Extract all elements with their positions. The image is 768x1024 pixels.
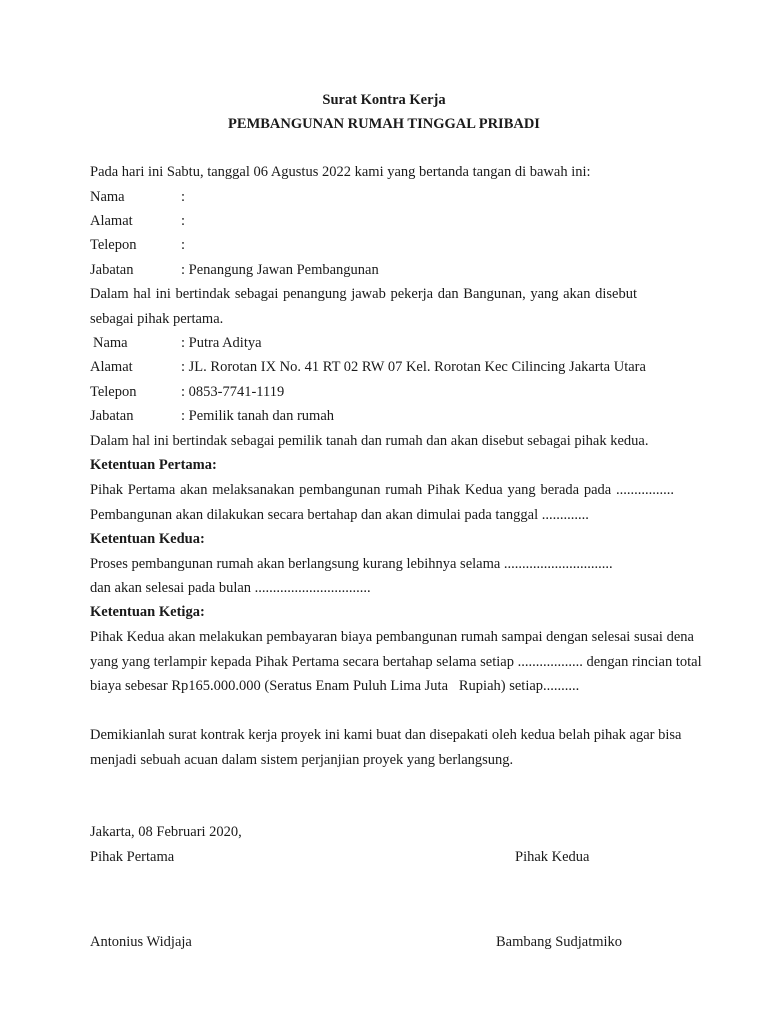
party1-phone-row	[90, 236, 185, 254]
field-value: :	[181, 213, 186, 229]
field-label: Telepon	[90, 237, 137, 253]
party2-position-row	[90, 407, 334, 425]
field-label: Jabatan	[90, 262, 134, 278]
ketentuan1-line2: Pembangunan akan dilakukan secara bertahap dan akan dimulai pada tanggal .............	[90, 507, 589, 523]
ketentuan3-line2: yang yang terlampir kepada Pihak Pertama secara bertahap selama setiap .................. dengan rincian total	[90, 654, 702, 670]
party1-name-row	[90, 188, 185, 206]
party1-address-row	[90, 212, 185, 230]
signature-left-role: Pihak Pertama	[90, 849, 175, 865]
ketentuan1-line1: Pihak Pertama akan melaksanakan pembangunan rumah Pihak Kedua yang berada pada ................	[90, 482, 674, 498]
signature-left-name: Antonius Widjaja	[90, 934, 192, 950]
party2-name-row	[90, 334, 262, 352]
ketentuan3-heading: Ketentuan Ketiga:	[90, 604, 205, 620]
field-label: Nama	[90, 189, 125, 205]
field-label: Jabatan	[90, 408, 134, 424]
ketentuan2-line2: dan akan selesai pada bulan ................................	[90, 580, 371, 596]
field-label: Alamat	[90, 213, 133, 229]
ketentuan2-line1: Proses pembangunan rumah akan berlangsung kurang lebihnya selama ..............................	[90, 556, 613, 572]
field-value: : JL. Rorotan IX No. 41 RT 02 RW 07 Kel. Rorotan Kec Cilincing Jakarta Utara	[181, 359, 646, 375]
intro-text: Pada hari ini Sabtu, tanggal 06 Agustus 2022 kami yang bertanda tangan di bawah ini:	[90, 164, 591, 180]
document-title: Surat Kontra Kerja	[322, 92, 446, 108]
party2-address-row	[90, 358, 646, 376]
party1-statement-line1: Dalam hal ini bertindak sebagai penangung jawab pekerja dan Bangunan, yang akan disebut	[90, 286, 637, 302]
signature-right-role: Pihak Kedua	[515, 849, 590, 865]
party1-statement-line2: sebagai pihak pertama.	[90, 311, 224, 327]
ketentuan2-heading: Ketentuan Kedua:	[90, 531, 205, 547]
ketentuan3-line1: Pihak Kedua akan melakukan pembayaran biaya pembangunan rumah sampai dengan selesai susai dena	[90, 629, 694, 645]
field-value: : Penangung Jawan Pembangunan	[181, 262, 379, 278]
party2-phone-row	[90, 383, 284, 401]
place-date: Jakarta, 08 Februari 2020,	[90, 824, 242, 840]
field-value: :	[181, 237, 186, 253]
field-label: Telepon	[90, 384, 137, 400]
party1-position-row	[90, 261, 379, 279]
ketentuan1-heading: Ketentuan Pertama:	[90, 457, 217, 473]
field-value: :	[181, 189, 186, 205]
document-subtitle: PEMBANGUNAN RUMAH TINGGAL PRIBADI	[228, 116, 540, 132]
field-value: : 0853-7741-1119	[181, 384, 285, 400]
signature-right-name: Bambang Sudjatmiko	[496, 934, 623, 950]
field-value: : Putra Aditya	[181, 335, 262, 351]
closing-line2: menjadi sebuah acuan dalam sistem perjanjian proyek yang berlangsung.	[90, 752, 514, 768]
field-value: : Pemilik tanah dan rumah	[181, 408, 335, 424]
ketentuan3-line3: biaya sebesar Rp165.000.000 (Seratus Enam Puluh Lima Juta Rupiah) setiap..........	[90, 678, 580, 694]
field-label: Nama	[93, 335, 128, 351]
party2-statement: Dalam hal ini bertindak sebagai pemilik tanah dan rumah dan akan disebut sebagai pihak kedua.	[90, 433, 649, 449]
closing-line1: Demikianlah surat kontrak kerja proyek ini kami buat dan disepakati oleh kedua belah pihak agar bisa	[90, 727, 682, 743]
field-label: Alamat	[90, 359, 133, 375]
